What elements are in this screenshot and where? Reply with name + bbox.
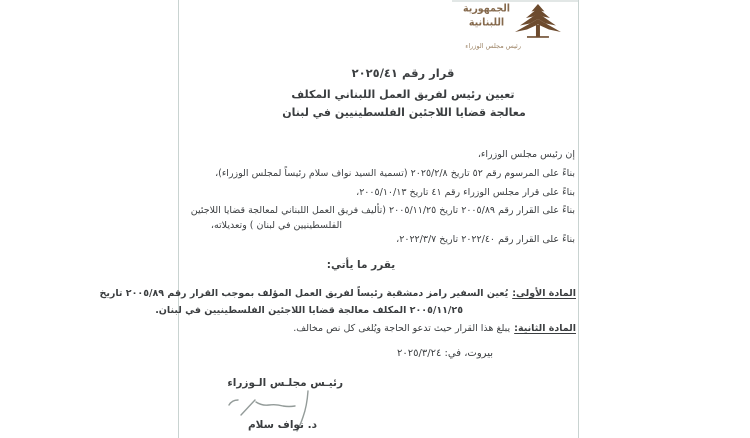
signatory-title: رئيـس مجلـس الـوزراء [227,377,343,389]
place-and-date: بيروت، في: ٢٠٢٥/٣/٢٤ [397,348,493,359]
emblem-office-title: رئيس مجلس الوزراء [465,42,521,50]
decree-number-title: قرار رقم ٢٠٢٥/٤١ [351,66,455,80]
operative-heading: يقرر ما يأتي: [326,259,396,271]
preamble-clause-3-line1: بناءً على القرار رقم ٢٠٠٥/٨٩ تاريخ ٢٠٠٥/١١/٢٥ (تأليف فريق العمل اللبناني لمعالجة قضايا اللاجئين [190,205,575,216]
lebanese-republic-emblem [463,3,563,50]
article-2-label: المادة الثانية: [514,323,576,334]
decree-subject-line1: تعيين رئيس لفريق العمل اللبناني المكلف [291,88,515,101]
preamble-clause-1: بناءً على المرسوم رقم ٥٢ تاريخ ٢٠٢٥/٢/٨ (تسمية السيد نواف سلام رئيساً لمجلس الوزراء)، [215,168,575,179]
preamble-intro: إن رئيس مجلس الوزراء، [477,149,575,160]
article-1-line2: ٢٠٠٥/١١/٢٥ المكلف معالجة قضايا اللاجئين الفلسطينيين في لبنان. [155,305,463,316]
article-1-line1 [99,287,576,300]
preamble-clause-3-line2: الفلسطينيين في لبنان ) وتعديلاته، [210,220,342,231]
decree-page [99,0,578,438]
emblem-name-line1: الجمهورية [463,3,511,15]
article-1-text-line1: يُعين السفير رامز دمشقية رئيساً لفريق العمل المؤلف بموجب القرار رقم ٢٠٠٥/٨٩ تاريخ [99,288,509,299]
preamble-clause-4: بناءً على القرار رقم ٢٠٢٢/٤٠ تاريخ ٢٠٢٢/٣/٧، [396,234,575,245]
cedar-tree-icon [513,3,563,39]
decree-subject-line2: معالجة قضايا اللاجئين الفلسطينيين في لبنان [282,106,526,119]
preamble-clause-2: بناءً على قرار مجلس الوزراء رقم ٤١ تاريخ ٢٠٠٥/١٠/١٣، [356,187,575,198]
emblem-republic-name [463,3,510,31]
article-2-line [293,322,576,335]
signatory-name: د. نواف سلام [247,419,317,431]
article-2-text: يبلغ هذا القرار حيث تدعو الحاجة ويُلغى كل نص مخالف. [293,323,511,334]
emblem-name-line2: اللبنانية [468,16,505,29]
emblem-row [463,3,563,39]
article-1-label: المادة الأولى: [512,288,576,299]
